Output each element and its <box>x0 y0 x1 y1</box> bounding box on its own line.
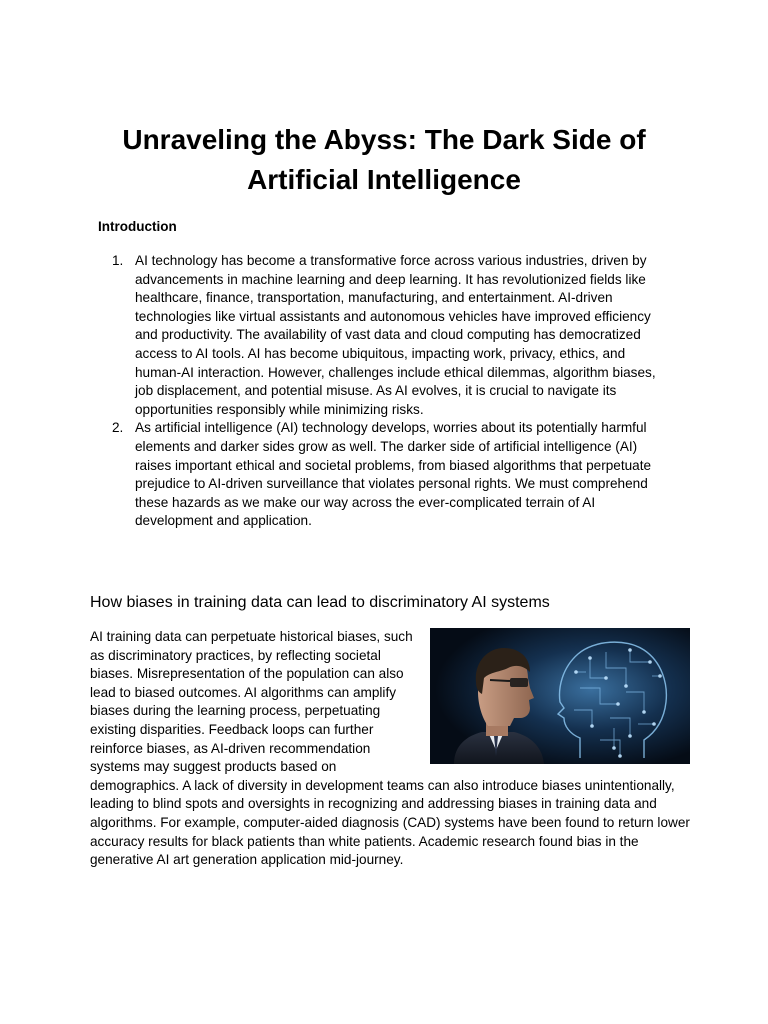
list-item-text: As artificial intelligence (AI) technology develops, worries about its potentially harmful elements and darker sides grow as well. The darker side of artificial intelligence (AI) raises important ethical and societal problems, from biased algorithms that perpetuate prejudice to AI-driven surveillance that violates personal rights. We must comprehend these hazards as we make our way across the ever-complicated terrain of AI development and application. <box>135 420 652 529</box>
list-item-number: 1. <box>112 253 124 268</box>
bias-section <box>90 628 690 870</box>
list-item <box>98 252 668 419</box>
bias-section-heading: How biases in training data can lead to discriminatory AI systems <box>90 594 550 611</box>
list-item-number: 2. <box>112 420 124 436</box>
introduction-heading: Introduction <box>98 219 177 234</box>
list-item-text: AI technology has become a transformative force across various industries, driven by advancements in machine learning and deep learning. It has revolutionized fields like healthcare, finance, transportation, manufacturing, and entertainment. AI-driven technologies like virtual assistants and autonomous vehicles have improved efficiency and productivity. The availability of vast data and cloud computing has democratized access to AI tools. AI has become ubiquitous, impacting work, privacy, ethics, and human-AI interaction. However, challenges include ethical dilemmas, algorithm biases, job displacement, and potential misuse. As AI evolves, it is crucial to navigate its opportunities responsibly while minimizing risks. <box>135 253 656 417</box>
bias-section-text: AI training data can perpetuate historical biases, such as discriminatory practices, by reflecting societal biases. Misrepresentation of the population can also lead to biased outcomes. AI algorithms can amplify biases during the learning process, perpetuating existing disparities. Feedback loops can further reinforce biases, as AI-driven recommendation systems may suggest products based on demographics. A lack of diversity in development teams can also introduce biases unintentionally, leading to blind spots and oversights in recognizing and addressing biases in training data and algorithms. For example, computer-aided diagnosis (CAD) systems have been found to return lower accuracy results for black patients than white patients. Academic research found bias in the generative AI art generation application mid-journey. <box>90 629 690 868</box>
introduction-list <box>98 252 668 531</box>
document-title: Unraveling the Abyss: The Dark Side of Artificial Intelligence <box>122 124 646 195</box>
list-item <box>98 419 668 531</box>
ai-head-illustration <box>430 628 690 764</box>
